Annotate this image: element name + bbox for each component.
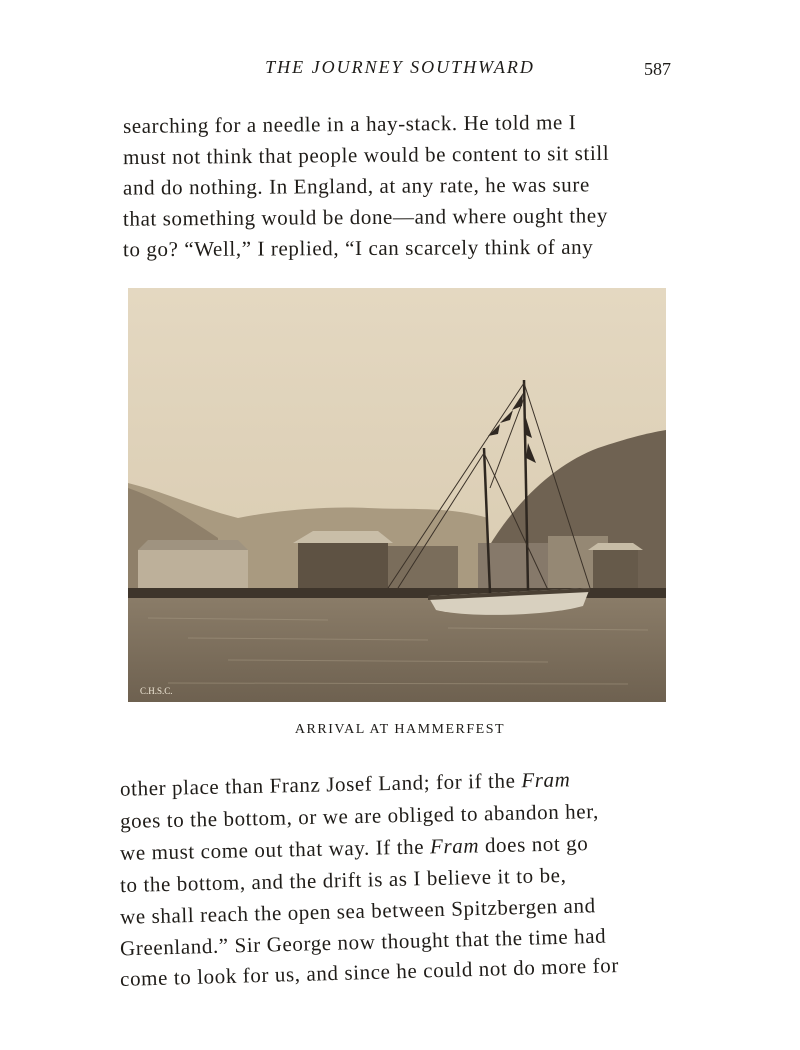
text-line: other place than Franz Josef Land; for if the Fram [119, 767, 571, 801]
text-line: that something would be done—and where ought they [122, 203, 608, 231]
page-number: 587 [644, 59, 671, 79]
figure-caption: ARRIVAL AT HAMMERFEST [294, 722, 506, 737]
text-line: and do nothing. In England, at any rate, he was sure [122, 172, 590, 200]
ship-name: Fram [429, 833, 480, 859]
ship-name: Fram [521, 767, 571, 793]
text-line: we shall reach the open sea between Spitzbergen and [119, 893, 596, 929]
running-title: THE JOURNEY SOUTHWARD [265, 57, 535, 77]
photograph-hammerfest [128, 288, 666, 702]
text-line: goes to the bottom, or we are obliged to abandon her, [119, 798, 600, 834]
text-line: to the bottom, and the drift is as I believe it to be, [119, 862, 567, 898]
text-line: come to look for us, and since he could not do more for [119, 953, 620, 991]
text-line: Greenland.” Sir George now thought that the time had [119, 923, 607, 961]
text-line: to go? “Well,” I replied, “I can scarcely think of any [122, 234, 594, 262]
text-line: searching for a needle in a hay-stack. He told me I [122, 110, 577, 138]
engraver-mark: C.H.S.C. [140, 686, 173, 696]
text-line: must not think that people would be content to sit still [122, 140, 610, 170]
text-line: we must come out that way. If the Fram does not go [119, 831, 589, 865]
